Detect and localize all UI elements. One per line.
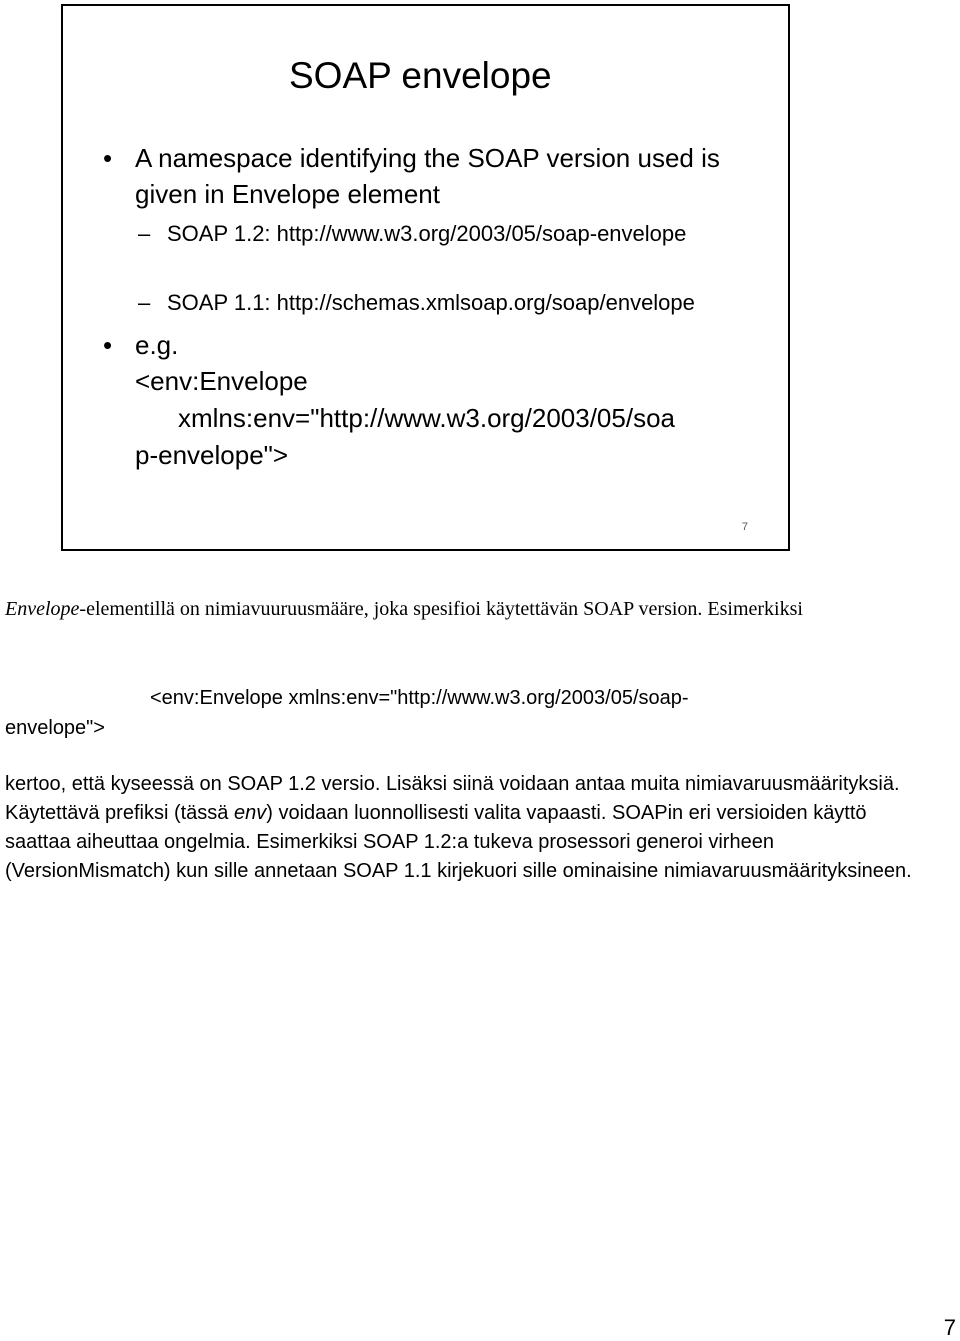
bullet-mark: • [103, 330, 113, 360]
bullet-text: A namespace identifying the SOAP version used is given in Envelope element [135, 143, 720, 209]
slide-code-line-3: p-envelope"> [135, 440, 289, 470]
slide-code-line-2: xmlns:env="http://www.w3.org/2003/05/soa [178, 403, 675, 433]
notes-intro [5, 594, 905, 624]
code-line-1: <env:Envelope xmlns:env="http://www.w3.org/2003/05/soap- [150, 687, 689, 709]
dash-mark: – [138, 290, 151, 315]
sub-bullet-text: SOAP 1.2: http://www.w3.org/2003/05/soap-envelope [167, 221, 687, 246]
para-text-b: ) voidaan luonnollisesti valita vapaasti. SOAPin eri versioiden käyttö saattaa aiheuttaa ongelmia. Esimerkiksi SOAP 1.2:a tukeva prosessori generoi virheen (VersionMismatch) kun sille annetaan SOAP 1.1 kirjekuori sille ominaisine nimiavaruusmäärityksineen. [5, 802, 912, 882]
intro-italic-term: Envelope [5, 598, 80, 620]
page-number: 7 [943, 1315, 956, 1340]
slide-title: SOAP envelope [289, 55, 552, 96]
bullet-text: e.g. [135, 330, 179, 360]
slide-frame [61, 4, 790, 551]
para-italic-prefix: env [233, 802, 267, 824]
notes-paragraph [5, 770, 935, 886]
slide-number: 7 [741, 521, 748, 533]
sub-bullet-text: SOAP 1.1: http://schemas.xmlsoap.org/soap/envelope [167, 290, 695, 315]
code-line-2: envelope"> [5, 717, 105, 739]
slide-code-line-1: <env:Envelope [135, 366, 308, 396]
intro-text: -elementillä on nimiavuuruusmääre, joka spesifioi käytettävän SOAP version. Esimerkiksi [79, 598, 803, 620]
dash-mark: – [138, 221, 151, 246]
bullet-mark: • [103, 143, 113, 173]
para-text-a: kertoo, että kyseessä on SOAP 1.2 versio. Lisäksi siinä voidaan antaa muita nimiavaruusmäärityksiä. Käytettävä prefiksi (tässä [5, 773, 900, 824]
